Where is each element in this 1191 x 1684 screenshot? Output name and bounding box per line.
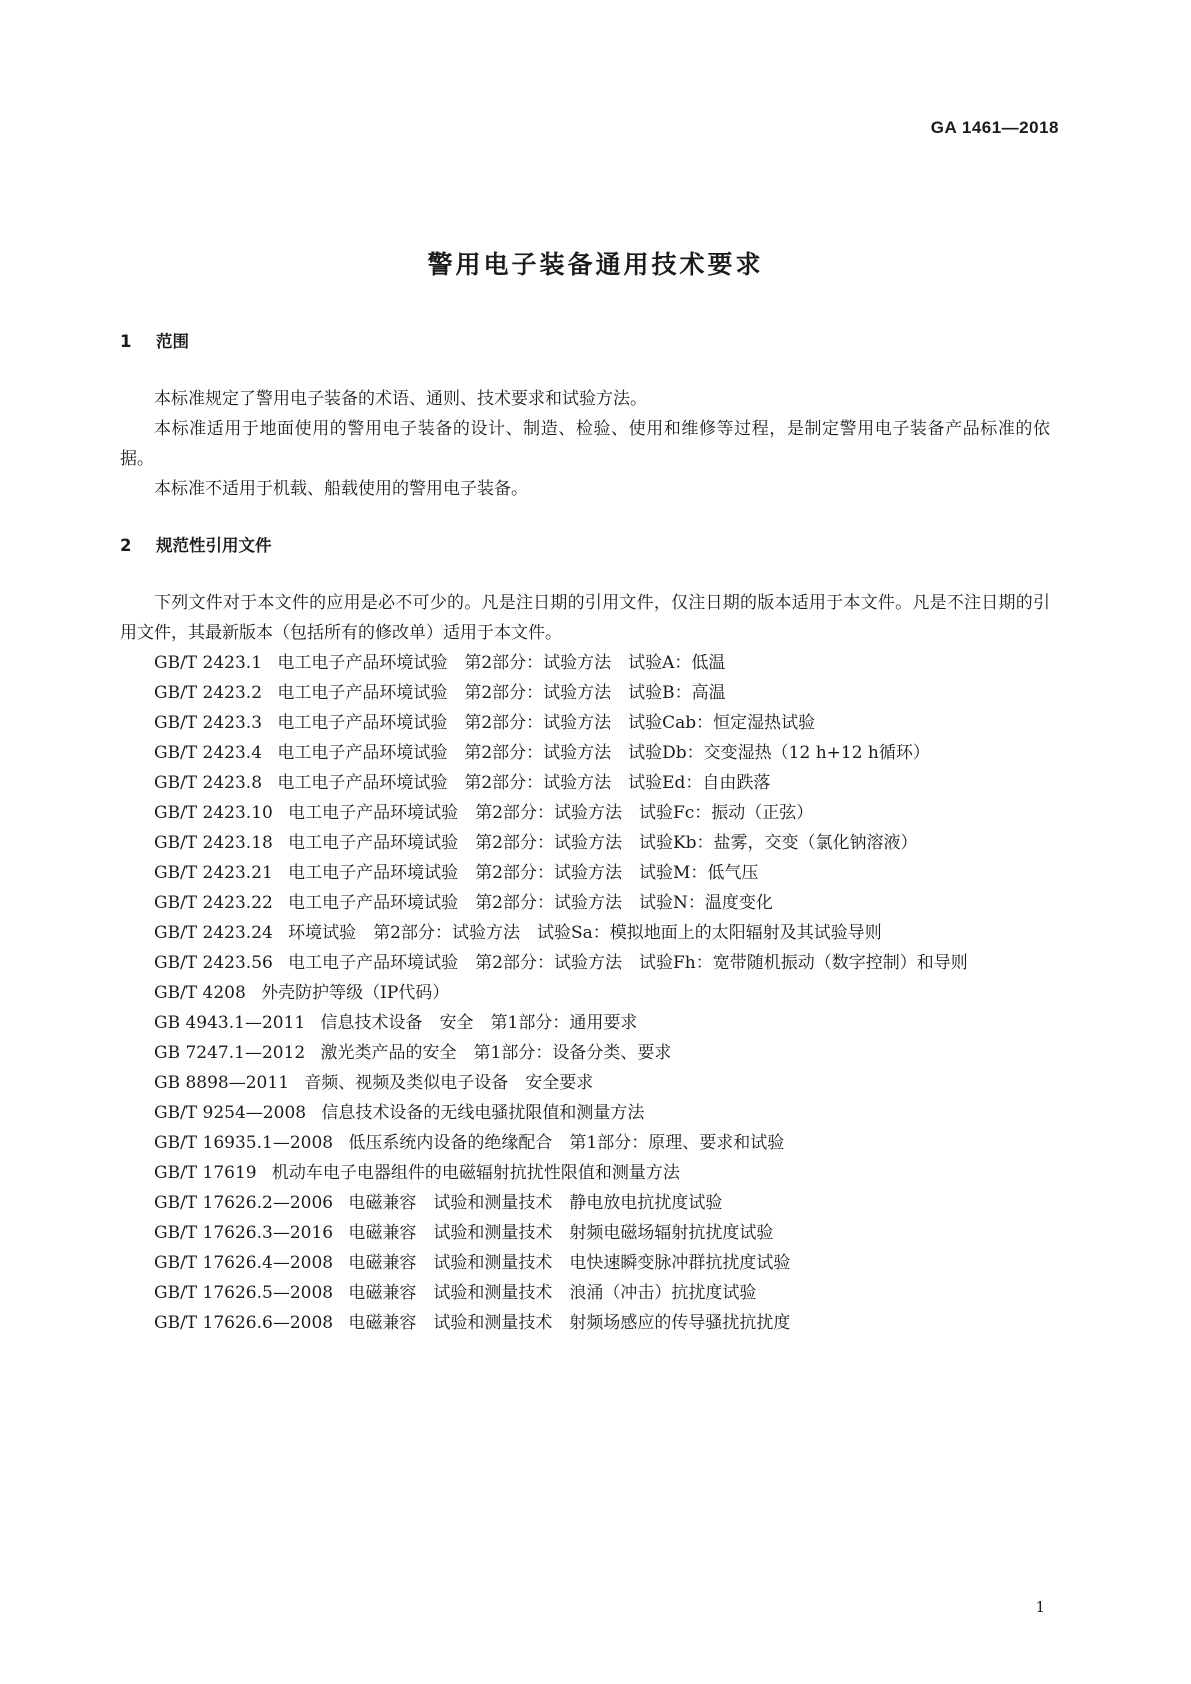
section-heading — [120, 534, 1050, 558]
reference-title: 电磁兼容 试验和测量技术 射频场感应的传导骚扰抗扰度 — [348, 1313, 791, 1333]
reference-code: GB/T 2423.2 — [154, 683, 263, 703]
reference-title: 机动车电子电器组件的电磁辐射抗扰性限值和测量方法 — [271, 1163, 680, 1183]
reference-code: GB/T 2423.18 — [154, 833, 273, 853]
section-number: 2 — [120, 536, 132, 555]
section-number: 1 — [120, 332, 132, 351]
scope-paragraph: 本标准适用于地面使用的警用电子装备的设计、制造、检验、使用和维修等过程，是制定警用电子装备产品标准的依据。 — [120, 419, 1050, 469]
reference-title: 电工电子产品环境试验 第2部分：试验方法 试验M：低气压 — [288, 863, 759, 883]
reference-title: 电磁兼容 试验和测量技术 射频电磁场辐射抗扰度试验 — [348, 1223, 774, 1243]
reference-item — [120, 1278, 1050, 1308]
reference-title: 信息技术设备的无线电骚扰限值和测量方法 — [321, 1103, 645, 1123]
reference-title: 信息技术设备 安全 第1部分：通用要求 — [320, 1013, 638, 1033]
scope-paragraph: 本标准不适用于机载、船载使用的警用电子装备。 — [154, 479, 528, 499]
reference-item — [120, 1128, 1050, 1158]
reference-item — [120, 708, 1050, 738]
section-normative-references — [120, 534, 1050, 1338]
document-body — [120, 330, 1050, 1338]
reference-item — [120, 1068, 1050, 1098]
scope-paragraph: 本标准规定了警用电子装备的术语、通则、技术要求和试验方法。 — [154, 389, 647, 409]
reference-title: 电工电子产品环境试验 第2部分：试验方法 试验Db：交变湿热（12 h+12 h循环） — [277, 743, 930, 763]
reference-title: 电磁兼容 试验和测量技术 电快速瞬变脉冲群抗扰度试验 — [348, 1253, 791, 1273]
reference-item — [120, 1248, 1050, 1278]
reference-title: 电工电子产品环境试验 第2部分：试验方法 试验A：低温 — [277, 653, 726, 673]
section-title: 规范性引用文件 — [156, 536, 272, 555]
reference-code: GB/T 2423.3 — [154, 713, 263, 733]
reference-code: GB 4943.1—2011 — [154, 1013, 306, 1033]
reference-code: GB/T 2423.24 — [154, 923, 273, 943]
reference-code: GB/T 2423.10 — [154, 803, 273, 823]
reference-code: GB/T 2423.4 — [154, 743, 263, 763]
reference-code: GB/T 17626.4—2008 — [154, 1253, 334, 1273]
reference-code: GB/T 2423.21 — [154, 863, 273, 883]
reference-item — [120, 1188, 1050, 1218]
reference-item — [120, 858, 1050, 888]
reference-item — [120, 738, 1050, 768]
reference-code: GB/T 17626.2—2006 — [154, 1193, 334, 1213]
reference-title: 电工电子产品环境试验 第2部分：试验方法 试验B：高温 — [277, 683, 726, 703]
reference-title: 电工电子产品环境试验 第2部分：试验方法 试验Kb：盐雾，交变（氯化钠溶液） — [288, 833, 918, 853]
reference-item — [120, 1158, 1050, 1188]
reference-item — [120, 1308, 1050, 1338]
page-number: 1 — [1035, 1598, 1045, 1616]
reference-title: 电工电子产品环境试验 第2部分：试验方法 试验N：温度变化 — [288, 893, 773, 913]
reference-code: GB/T 9254—2008 — [154, 1103, 307, 1123]
reference-code: GB/T 2423.56 — [154, 953, 273, 973]
reference-code: GB/T 2423.22 — [154, 893, 273, 913]
reference-title: 低压系统内设备的绝缘配合 第1部分：原理、要求和试验 — [348, 1133, 785, 1153]
reference-code: GB/T 17626.5—2008 — [154, 1283, 334, 1303]
reference-code: GB 7247.1—2012 — [154, 1043, 306, 1063]
section-title: 范围 — [156, 332, 189, 351]
reference-title: 电工电子产品环境试验 第2部分：试验方法 试验Fc：振动（正弦） — [288, 803, 814, 823]
section-scope — [120, 330, 1050, 504]
reference-title: 电工电子产品环境试验 第2部分：试验方法 试验Cab：恒定湿热试验 — [277, 713, 816, 733]
reference-code: GB 8898—2011 — [154, 1073, 290, 1093]
reference-title: 激光类产品的安全 第1部分：设备分类、要求 — [320, 1043, 672, 1063]
reference-code: GB/T 16935.1—2008 — [154, 1133, 334, 1153]
reference-code: GB/T 2423.8 — [154, 773, 263, 793]
reference-item — [120, 828, 1050, 858]
reference-item — [120, 1038, 1050, 1068]
references-intro: 下列文件对于本文件的应用是必不可少的。凡是注日期的引用文件，仅注日期的版本适用于本文件。凡是不注日期的引用文件，其最新版本（包括所有的修改单）适用于本文件。 — [120, 593, 1050, 643]
reference-code: GB/T 17626.3—2016 — [154, 1223, 334, 1243]
reference-code: GB/T 17626.6—2008 — [154, 1313, 334, 1333]
reference-item — [120, 1218, 1050, 1248]
reference-title: 电工电子产品环境试验 第2部分：试验方法 试验Fh：宽带随机振动（数字控制）和导则 — [288, 953, 968, 973]
reference-item — [120, 948, 1050, 978]
reference-title: 环境试验 第2部分：试验方法 试验Sa：模拟地面上的太阳辐射及其试验导则 — [288, 923, 882, 943]
reference-title: 电工电子产品环境试验 第2部分：试验方法 试验Ed：自由跌落 — [277, 773, 771, 793]
document-title: 警用电子装备通用技术要求 — [427, 249, 764, 279]
reference-item — [120, 918, 1050, 948]
section-heading — [120, 330, 1050, 354]
reference-item — [120, 648, 1050, 678]
reference-item — [120, 798, 1050, 828]
reference-title: 音频、视频及类似电子设备 安全要求 — [304, 1073, 594, 1093]
reference-title: 电磁兼容 试验和测量技术 静电放电抗扰度试验 — [348, 1193, 723, 1213]
reference-code: GB/T 2423.1 — [154, 653, 263, 673]
reference-list — [120, 648, 1050, 1338]
reference-code: GB/T 4208 — [154, 983, 246, 1003]
standard-code: GA 1461—2018 — [930, 118, 1059, 137]
reference-item — [120, 678, 1050, 708]
reference-item — [120, 978, 1050, 1008]
reference-item — [120, 768, 1050, 798]
reference-item — [120, 1098, 1050, 1128]
reference-title: 外壳防护等级（IP代码） — [261, 983, 450, 1003]
reference-title: 电磁兼容 试验和测量技术 浪涌（冲击）抗扰度试验 — [348, 1283, 757, 1303]
reference-code: GB/T 17619 — [154, 1163, 257, 1183]
reference-item — [120, 888, 1050, 918]
reference-item — [120, 1008, 1050, 1038]
